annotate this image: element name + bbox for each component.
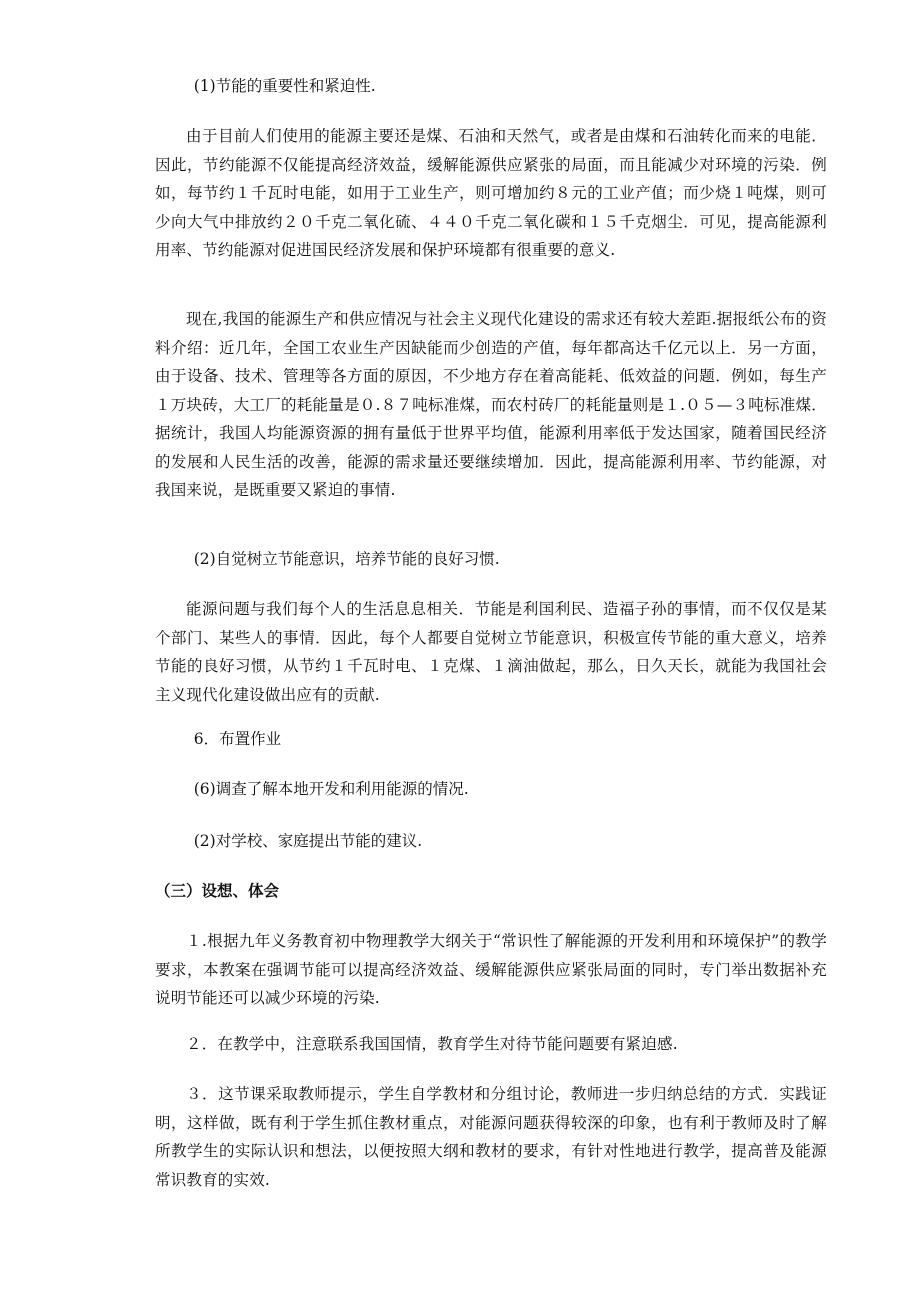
homework-item-survey: (6)调查了解本地开发和利用能源的情况. — [193, 780, 469, 798]
section-title-importance: (1)节能的重要性和紧迫性. — [193, 77, 376, 95]
homework-item-suggestions: (2)对学校、家庭提出节能的建议. — [193, 832, 423, 850]
section-title-homework: 6．布置作业 — [193, 730, 282, 748]
part-three-heading: （三）设想、体会 — [155, 882, 280, 900]
reflection-item-2: ２．在教学中，注意联系我国国情，教育学生对待节能问题要有紧迫感. — [186, 1035, 678, 1053]
reflection-item-3: ３．这节课采取教师提示，学生自学教材和分组讨论，教师进一步归纳总结的方式．实践证明，这样做，既有利于学生抓住教材重点，对能源问题获得较深的印象，也有利于教师及时了解所教学生的实际认识和想法，以便按照大纲和教材的要求，有针对性地进行教学，提高普及能源常识教育的实效. — [155, 1085, 827, 1189]
paragraph-energy-sources: 由于目前人们使用的能源主要还是煤、石油和天然气，或者是由煤和石油转化而来的电能．因此，节约能源不仅能提高经济效益，缓解能源供应紧张的局面，而且能减少对环境的污染．例如，每节约１千瓦时电能，如用于工业生产，则可增加约８元的工业产值；而少烧１吨煤，则可少向大气中排放约２０千克二氧化硫、４４０千克二氧化碳和１５千克烟尘．可见，提高能源利用率、节约能源对促进国民经济发展和保护环境都有很重要的意义. — [155, 127, 827, 259]
paragraph-personal-responsibility: 能源问题与我们每个人的生活息息相关．节能是利国利民、造福子孙的事情，而不仅仅是某个部门、某些人的事情．因此，每个人都要自觉树立节能意识，积极宣传节能的重大意义，培养节能的良好习惯，从节约１千瓦时电、１克煤、１滴油做起，那么，日久天长，就能为我国社会主义现代化建设做出应有的贡献. — [155, 600, 827, 704]
reflection-item-1: １.根据九年义务教育初中物理教学大纲关于“常识性了解能源的开发利用和环境保护”的教学要求，本教案在强调节能可以提高经济效益、缓解能源供应紧张局面的同时，专门举出数据补充说明节能还可以减少环境的污染. — [155, 932, 827, 1007]
section-title-awareness: (2)自觉树立节能意识，培养节能的良好习惯. — [193, 550, 500, 568]
paragraph-current-situation: 现在,我国的能源生产和供应情况与社会主义现代化建设的需求还有较大差距.据报纸公布的资料介绍：近几年，全国工农业生产因缺能而少创造的产值，每年都高达千亿元以上．另一方面，由于设备、技术、管理等各方面的原因，不少地方存在着高能耗、低效益的问题．例如，每生产１万块砖，大工厂的耗能量是０.８７吨标准煤，而农村砖厂的耗能量则是１.０５—３吨标准煤．据统计，我国人均能源资源的拥有量低于世界平均值，能源利用率低于发达国家，随着国民经济的发展和人民生活的改善，能源的需求量还要继续增加．因此，提高能源利用率、节约能源，对我国来说，是既重要又紧迫的事情. — [155, 310, 827, 499]
